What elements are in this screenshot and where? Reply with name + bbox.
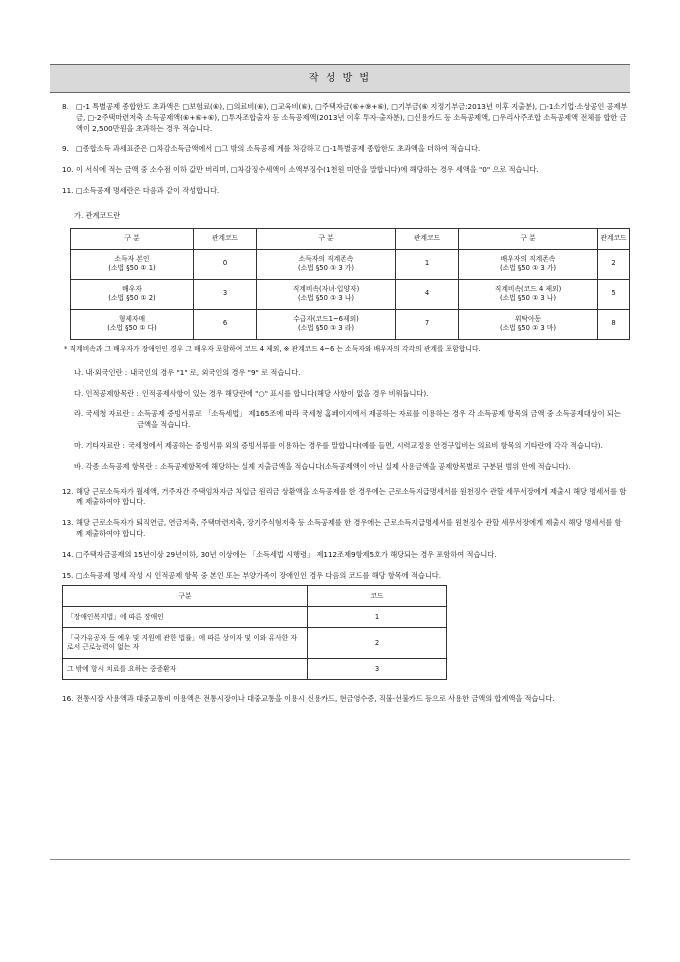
item-text: □소득공제 명세 작성 시 인적공제 항목 중 본인 또는 부양가족이 장애인인 경우 다음의 코드를 해당 항목에 적습니다. [76, 570, 442, 580]
item-14 [62, 550, 628, 561]
table-row [71, 279, 630, 309]
relation-code: 3 [194, 279, 257, 309]
relation-law: (소법 §50 ① 3 가) [297, 264, 355, 273]
relation-code-heading: 가. 관계코드란 [74, 210, 121, 220]
relation-law: (소법 §50 ① 1) [108, 264, 156, 273]
page-title: 작 성 방 법 [50, 64, 630, 93]
relation-code: 2 [598, 249, 630, 279]
header-cell: 관계코드 [598, 228, 630, 249]
relation-cell [71, 279, 194, 309]
item-text: 해당 근로소득자가 월세액, 거주자간 주택임차자금 차입금 원리금 상환액을 소득공제를 한 경우에는 근로소득지급명세서를 원천징수 관할 세무서장에게 제출시 해당 명세서를 함께 제출하여야 합니다. [76, 486, 627, 507]
item-number: 10. [62, 165, 74, 175]
item-16 [62, 694, 628, 705]
item-text: 이 서식에 적는 금액 중 소수점 이하 값만 버리며, □차감징수세액이 소액부징수(1천원 미만을 말합니다)에 해당하는 경우 세액을 "0" 으로 적습니다. [76, 165, 539, 175]
relation-law: (소법 §50 ① 3 마) [499, 324, 557, 333]
item-number: 9. [62, 144, 69, 154]
header-cell: 관계코드 [396, 228, 459, 249]
relation-name: 위탁아동 [514, 314, 542, 323]
relation-law: (소법 §50 ① 3 라) [297, 324, 355, 333]
disability-desc: 「국가유공자 등 예우 및 지원에 관한 법률」에 따른 상이자 및 이와 유사한 자로서 근로능력이 없는 자 [63, 628, 308, 659]
relation-code: 4 [396, 279, 459, 309]
relation-cell [459, 309, 598, 339]
item-text: 해당 근로소득자가 퇴직연금, 연금저축, 주택마련저축, 장기주식형저축 등 소득공제를 한 경우에는 근로소득지급명세서를 원천징수 관할 세무서장에게 제출시 해당 명세서를 함께 제출하여야 합니다. [76, 518, 622, 538]
relation-cell [71, 249, 194, 279]
item-number: 12. [62, 486, 74, 496]
disability-desc: 「장애인복지법」에 따른 장애인 [63, 607, 308, 628]
relation-name: 직계비속(자녀·입양자) [292, 284, 360, 293]
relation-cell [71, 309, 194, 339]
sub-item-text: 내국인의 경우 "1" 로, 외국인의 경우 "9" 로 적습니다. [130, 367, 301, 377]
instructions-body [62, 102, 628, 715]
relation-law: (소법 §50 ① 3 가) [499, 264, 557, 273]
relation-name: 수급자(코드1~6제외) [293, 314, 359, 323]
header-cell: 구분 [63, 586, 308, 607]
item-number: 8. [62, 102, 69, 111]
sub-item-ra [74, 409, 628, 431]
disability-code: 1 [308, 607, 447, 628]
relation-name: 소득자의 직계존속 [298, 254, 354, 263]
table-row [71, 309, 630, 339]
item-number: 11. [62, 185, 74, 195]
relation-name: 형제자매 [118, 314, 146, 323]
relation-code: 7 [396, 309, 459, 339]
relation-code: 8 [598, 309, 630, 339]
relation-cell [257, 249, 396, 279]
relation-code: 1 [396, 249, 459, 279]
item-text: □종합소득 과세표준은 □차감소득금액에서 □그 밖의 소득공제 계를 차감하고 □-1특별공제 종합한도 초과액을 더하여 적습니다. [76, 144, 481, 154]
sub-item-text: 국세청에서 제공하는 증빙서류 외의 증빙서류를 이용하는 경우를 말합니다(예를 들면, 시력교정용 안경구입비는 의료비 항목의 기타란에 각각 적습니다). [127, 440, 603, 450]
table-header-row [71, 228, 630, 249]
sub-item-label: 다. 인적공제항목란 : [74, 388, 139, 398]
relation-law: (소법 §50 ① 3 나) [499, 294, 557, 303]
table-row [63, 607, 447, 628]
item-11 [62, 186, 628, 197]
relation-code-table [70, 228, 630, 340]
relation-name: 직계비속(코드 4 제외) [494, 284, 562, 293]
relation-name: 배우자 [122, 284, 142, 293]
sub-item-text: 인적공제사항이 있는 경우 해당란에 "○" 표시를 합니다(해당 사항이 없을 경우 비워둡니다). [141, 388, 429, 398]
item-number: 13. [62, 518, 74, 528]
table-row [63, 628, 447, 659]
disability-code: 2 [308, 628, 447, 659]
relation-name: 소득자 본인 [114, 254, 150, 263]
relation-name: 배우자의 직계존속 [500, 254, 556, 263]
table-header-row [63, 586, 447, 607]
item-number: 16. [62, 694, 74, 704]
header-cell: 관계코드 [194, 228, 257, 249]
relation-code: 0 [194, 249, 257, 279]
relation-law: (소법 §50 ① 3 나) [297, 294, 355, 303]
relation-cell [257, 309, 396, 339]
table-row [63, 659, 447, 680]
item-text: □-1 특별공제 종합한도 초과액은 □보험료(⑥), □의료비(⑥), □교육비(⑥), □주택자금(⑥+⑨+⑥), □기부금(⑥ 지정기부금:2013년 이후 지출분), □-1소기업·소상공인 공제부금, □-2주택마련저축 소득공제액(⑥+⑥+⑥), □투자조합출자 등 소득공제액(2013년 이후 투자·출자분), □신용카드 등 소득공제액, □우리사주조합 소득공제액 전체를 합한 금액이 2,500만원을 초과하는 경우 적습니다. [76, 102, 628, 133]
header-cell: 구 분 [257, 228, 396, 249]
relation-cell [459, 279, 598, 309]
sub-item-ma [74, 441, 628, 452]
relation-footnote: * 직계비속과 그 배우자가 장애인인 경우 그 배우자 포함하여 코드 4 제외, ※ 관계코드 4~6 는 소득자와 배우자의 각각의 관계를 포함합니다. [64, 344, 481, 353]
disability-code-table [62, 585, 447, 680]
sub-item-na [74, 368, 628, 379]
item-number: 14. [62, 549, 74, 559]
sub-item-text: 소득공제 증빙서류로 「소득세법」 제165조에 따라 국세청 홈페이지에서 제공하는 자료를 이용하는 경우 각 소득공제 항목의 금액 중 소득공제대상이 되는 금액을 적습니다. [137, 409, 621, 430]
item-8 [62, 102, 628, 134]
relation-cell [257, 279, 396, 309]
item-12 [62, 487, 628, 509]
item-15 [62, 571, 628, 582]
header-cell: 코드 [308, 586, 447, 607]
disability-desc: 그 밖에 항시 치료를 요하는 중증환자 [63, 659, 308, 680]
relation-law: (소법 §50 ① 다) [107, 324, 157, 333]
relation-code: 6 [194, 309, 257, 339]
header-cell: 구 분 [459, 228, 598, 249]
disability-code: 3 [308, 659, 447, 680]
item-text: 전통시장 사용액과 대중교통비 이용액은 전통시장이나 대중교통을 이용시 신용카드, 현금영수증, 직불·선불카드 등으로 사용한 금액의 합계액을 적습니다. [76, 694, 555, 704]
sub-item-label: 나. 내·외국인란 : [74, 367, 128, 377]
sub-item-label: 마. 기타자료란 : [74, 440, 125, 450]
item-text: □소득공제 명세란은 다음과 같이 작성합니다. [76, 185, 220, 195]
item-9 [62, 144, 628, 155]
sub-item-da [74, 389, 628, 400]
sub-item-text: 소득공제항목에 해당하는 실제 지출금액을 적습니다(소득공제액이 아닌 실제 사용금액을 공제항목별로 구분된 범위 안에 적습니다). [160, 461, 571, 471]
sub-item-label: 라. 국세청 자료란 : [74, 409, 135, 419]
relation-cell [459, 249, 598, 279]
bottom-divider [50, 859, 630, 860]
header-cell: 구 분 [71, 228, 194, 249]
item-text: □주택자금공제의 15년이상 29년이하, 30년 이상에는 「소득세법 시행령」 제112조제9항제5호가 해당되는 경우 포함하여 적습니다. [76, 549, 497, 559]
item-number: 15. [62, 570, 74, 580]
relation-code: 5 [598, 279, 630, 309]
sub-item-ba [74, 462, 628, 473]
item-10 [62, 165, 628, 176]
sub-item-label: 바. 각종 소득공제 항목란 : [74, 461, 158, 471]
relation-law: (소법 §50 ① 2) [108, 294, 156, 303]
item-13 [62, 518, 628, 540]
table-row [71, 249, 630, 279]
